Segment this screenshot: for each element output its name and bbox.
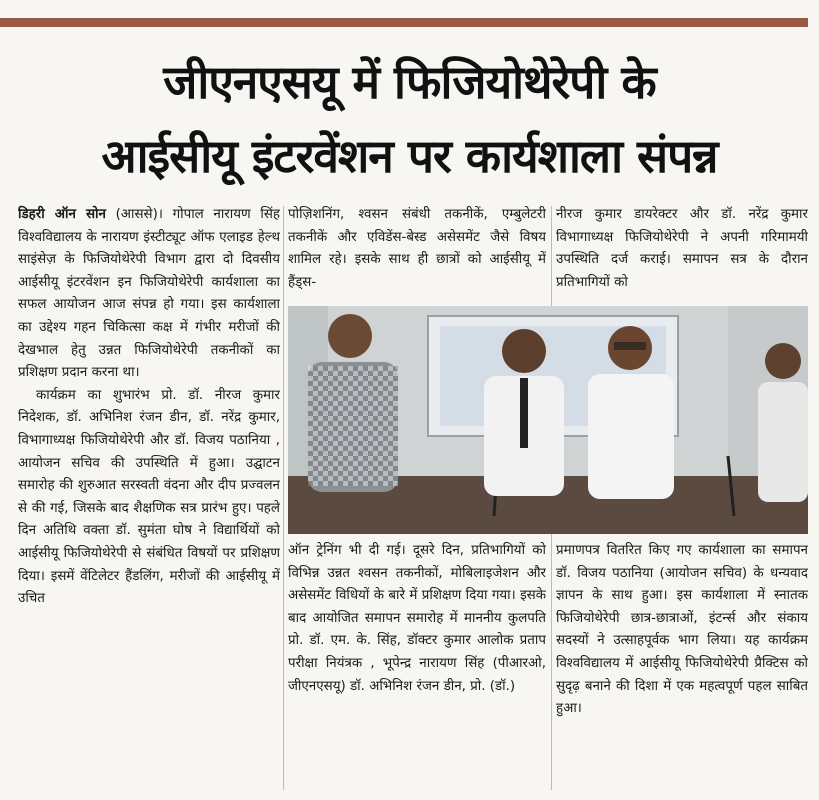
paragraph: ऑन ट्रेनिंग भी दी गई। दूसरे दिन, प्रतिभागियों को विभिन्न उन्नत श्वसन तकनीकों, मोबिलाइजेशन और असेसमेंट विधियों के बारे में प्रशिक्षण दिया गया। इसके बाद आयोजित समापन समारोह में माननीय कुलपति प्रो. डॉ. एम. के. सिंह, डॉक्टर कुमार आलोक प्रताप परीक्षा नियंत्रक , भूपेन्द्र नारायण सिंह (पीआरओ, जीएनएसयू) डॉ. अभिनिश रंजन डीन, प्रो. (डॉ.) xyxy=(288,543,546,694)
photo-illustration xyxy=(288,306,808,534)
lead-paragraph xyxy=(18,204,280,385)
paragraph: प्रमाणपत्र वितरित किए गए कार्यशाला का समापन डॉ. विजय पठानिया (आयोजन सचिव) के धन्यवाद ज्ञापन के साथ हुआ। इस कार्यशाला में स्नातक फिजियोथेरेपी छात्र-छात्राओं, इंटर्न्स और संकाय सदस्यों ने उत्साहपूर्वक भाग लिया। यह कार्यक्रम विश्वविद्यालय में आईसीयू फिजियोथेरेपी प्रैक्टिस को सुदृढ़ बनाने की दिशा में एक महत्वपूर्ण पहल साबित हुआ। xyxy=(556,543,808,717)
news-photo xyxy=(288,306,808,534)
article-column-3-top xyxy=(556,204,808,300)
article-column-1 xyxy=(18,204,280,794)
paragraph-text: गोपाल नारायण सिंह विश्वविद्यालय के नारायण इंस्टीट्यूट ऑफ एलाइड हेल्थ साइंसेज़ के फिजियोथेरेपी विभाग द्वारा दो दिवसीय आईसीयू इंटरवेंशन इन फिजियोथेरेपी कार्यशाला का सफल आयोजन आज संपन्न हो गया। इस कार्यशाला का उद्देश्य गहन चिकित्सा कक्ष में गंभीर मरीजों की देखभाल हेतु उन्नत फिजियोथेरेपी तकनीकों का प्रशिक्षण प्रदान करना था। xyxy=(18,207,280,381)
news-source: (आससे)। xyxy=(105,207,163,222)
headline-line-2: आईसीयू इंटरवेंशन पर कार्यशाला संपन्न xyxy=(101,129,718,183)
article-column-2-bottom xyxy=(288,540,546,794)
article-column-2-top xyxy=(288,204,546,300)
column-divider xyxy=(283,206,284,790)
top-color-rule xyxy=(0,18,808,27)
headline-line-1: जीएनएसयू में फिजियोथेरेपी के xyxy=(163,55,656,109)
dateline: डिहरी ऑन सोन xyxy=(18,207,106,222)
article-column-3-bottom xyxy=(556,540,808,794)
paragraph: पोज़िशनिंग, श्वसन संबंधी तकनीकें, एम्बुलेटरी तकनीकें और एविडेंस-बेस्ड असेसमेंट जैसे विषय शामिल रहे। इसके साथ ही छात्रों को आईसीयू में हैंड्स- xyxy=(288,207,546,290)
paragraph: कार्यक्रम का शुभारंभ प्रो. डॉ. नीरज कुमार निदेशक, डॉ. अभिनिश रंजन डीन, डॉ. नरेंद्र कुमार, विभागाध्यक्ष फिजियोथेरेपी और डॉ. विजय पठानिया , आयोजन सचिव की उपस्थिति में हुआ। उद्घाटन समारोह की शुरुआत सरस्वती वंदना और दीप प्रज्वलन से की गई, जिसके बाद शैक्षणिक सत्र प्रारंभ हुए। पहले दिन अतिथि वक्ता डॉ. सुमंता घोष ने विद्यार्थियों को आईसीयू फिजियोथेरेपी से संबंधित विषयों पर प्रशिक्षण दिया। इसमें वेंटिलेटर हैंडलिंग, मरीजों की आईसीयू में उचित xyxy=(18,387,280,607)
paragraph: नीरज कुमार डायरेक्टर और डॉ. नरेंद्र कुमार विभागाध्यक्ष फिजियोथेरेपी ने अपनी गरिमामयी उपस्थिति दर्ज कराई। समापन सत्र के दौरान प्रतिभागियों को xyxy=(556,207,808,290)
